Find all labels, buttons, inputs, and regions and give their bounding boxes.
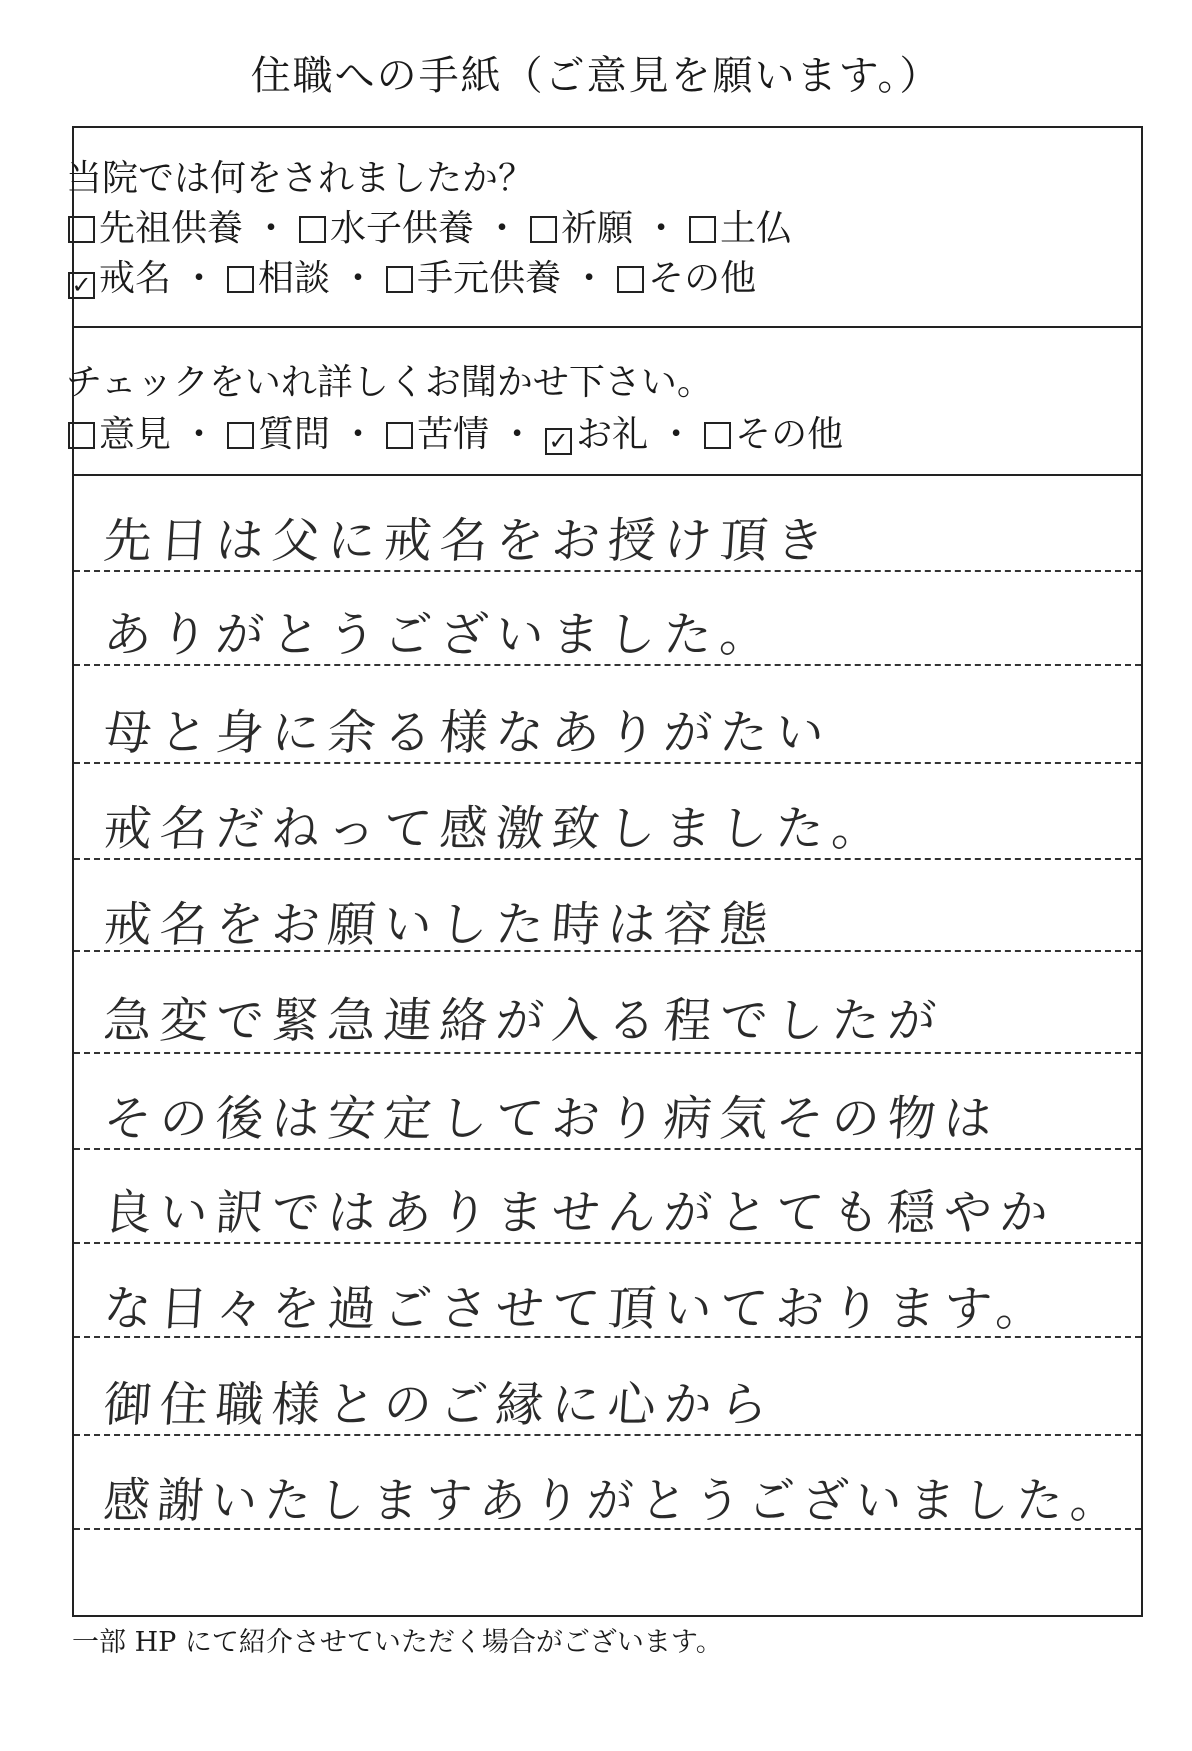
checkbox[interactable]: [617, 266, 644, 293]
category-section: [66, 328, 1141, 476]
dashed-rule: [74, 1434, 1141, 1436]
dashed-rule: [74, 1052, 1141, 1054]
dashed-rule: [74, 1336, 1141, 1338]
message-line: 戒名だねって感激致しました。: [101, 801, 890, 857]
message-line: 先日は父に戒名をお授け頂き: [101, 513, 834, 569]
option-dobutsu[interactable]: 土仏: [689, 200, 792, 251]
footer-note: 一部 HP にて紹介させていただく場合がございます。: [72, 1627, 723, 1658]
option-kaimyo[interactable]: ✓ 戒名: [68, 250, 171, 301]
message-line: 母と身に余る様なありがたい: [101, 705, 834, 761]
checkbox[interactable]: [299, 216, 326, 243]
checkbox[interactable]: [227, 422, 254, 449]
checkbox[interactable]: [386, 422, 413, 449]
option-kujo[interactable]: 苦情: [386, 406, 489, 457]
checkbox[interactable]: [689, 216, 716, 243]
option-kigan[interactable]: 祈願: [530, 200, 633, 251]
message-line: 感謝いたしますありがとうございました。: [101, 1473, 1127, 1529]
service-question: 当院では何をされましたか？: [66, 158, 535, 199]
dashed-rule: [74, 664, 1141, 666]
checkbox[interactable]: [704, 422, 731, 449]
dashed-rule: [74, 762, 1141, 764]
dashed-rule: [74, 570, 1141, 572]
category-options: 意見 ・ 質問 ・ 苦情 ・ ✓ お礼 ・ その他: [68, 406, 843, 457]
form-title: 住職への手紙（ご意見を願います。）: [250, 53, 942, 99]
dashed-rule: [74, 858, 1141, 860]
message-line: 御住職様とのご縁に心から: [101, 1377, 778, 1433]
option-orei[interactable]: ✓ お礼: [545, 406, 648, 457]
checkbox[interactable]: [68, 216, 95, 243]
message-line: 良い訳ではありませんがとても穏やか: [101, 1185, 1058, 1241]
option-temoto-kuyo[interactable]: 手元供養: [386, 250, 561, 301]
category-question: チェックをいれ詳しくお聞かせ下さい。: [66, 362, 713, 403]
option-mizuko-kuyo[interactable]: 水子供養: [299, 200, 474, 251]
checkbox[interactable]: [530, 216, 557, 243]
message-line: 急変で緊急連絡が入る程でしたが: [101, 993, 946, 1049]
checkbox-checked[interactable]: ✓: [545, 428, 572, 455]
checkbox-checked[interactable]: ✓: [68, 272, 95, 299]
option-iken[interactable]: 意見: [68, 406, 171, 457]
service-section: [66, 128, 1141, 328]
letter-form: [66, 126, 1143, 1617]
message-line: ありがとうございました。: [101, 607, 778, 663]
service-options-row2: ✓ 戒名 ・ 相談 ・ 手元供養 ・ その他: [68, 250, 756, 301]
dashed-rule: [74, 1528, 1141, 1530]
checkbox[interactable]: [386, 266, 413, 293]
checkbox[interactable]: [227, 266, 254, 293]
option-senzo-kuyo[interactable]: 先祖供養: [68, 200, 243, 251]
service-options-row1: 先祖供養 ・ 水子供養 ・ 祈願 ・ 土仏: [68, 200, 792, 251]
message-area: [74, 476, 1141, 1617]
checkbox[interactable]: [68, 422, 95, 449]
option-other[interactable]: その他: [704, 406, 843, 457]
message-line: その後は安定しており病気その物は: [101, 1091, 1002, 1147]
message-line: 戒名をお願いした時は容態: [101, 897, 778, 953]
dashed-rule: [74, 1148, 1141, 1150]
option-sodan[interactable]: 相談: [227, 250, 330, 301]
option-other[interactable]: その他: [617, 250, 756, 301]
dashed-rule: [74, 1242, 1141, 1244]
dashed-rule: [74, 950, 1141, 952]
message-line: な日々を過ごさせて頂いております。: [101, 1281, 1054, 1337]
option-shitsumon[interactable]: 質問: [227, 406, 330, 457]
